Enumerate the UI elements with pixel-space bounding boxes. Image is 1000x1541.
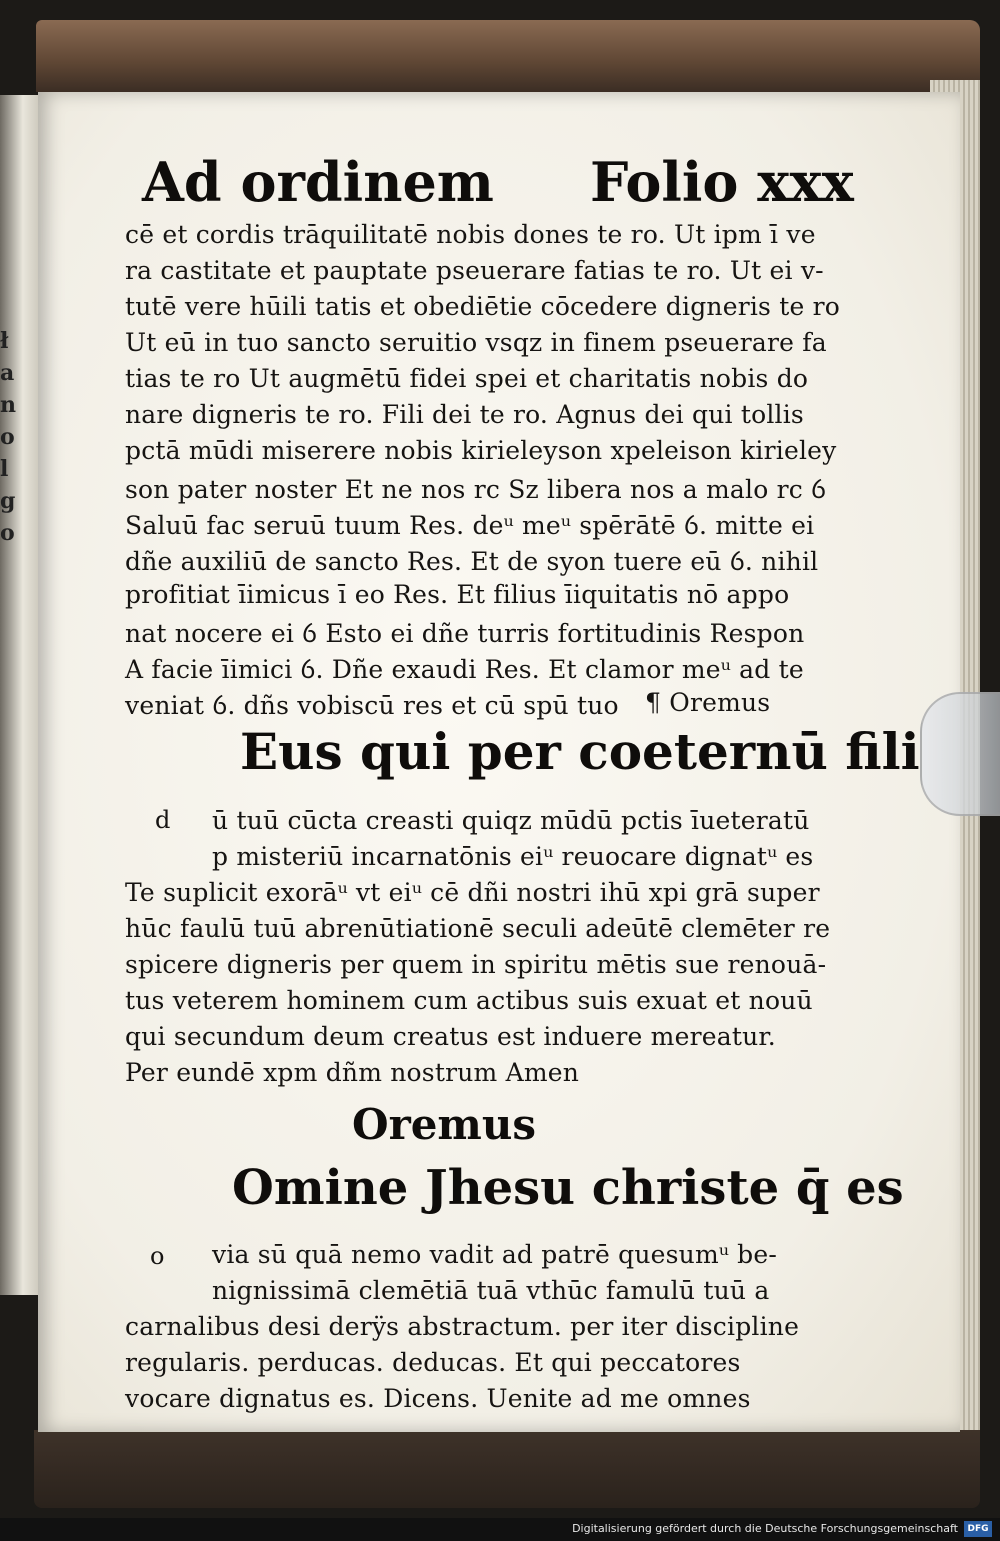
running-head: Ad ordinem: [142, 150, 494, 214]
text-line: veniat ỽ. dñs vobiscū res et cū spū tuo: [125, 691, 619, 720]
previous-page-letters: ł a n o l g o: [0, 328, 16, 546]
text-line: vocare dignatus es. Dicens. Uenite ad me omnes: [125, 1384, 751, 1413]
text-line: tus veterem hominem cum actibus suis exuat et nouū: [125, 986, 813, 1015]
text-line: qui secundum deum creatus est induere mereatur.: [125, 1022, 776, 1051]
text-line: profitiat īimicus ī eo Res. Et filius īiquitatis nō appo: [125, 580, 790, 609]
text-line: son pater noster Et ne nos rc Sz libera nos a malo rc ỽ: [125, 475, 827, 504]
text-line: hūc faulū tuū abrenūtiationē seculi adeūtē clemēter re: [125, 914, 831, 943]
text-line: dñe auxiliū de sancto Res. Et de syon tuere eū ỽ. nihil: [125, 547, 819, 576]
text-line: tutē vere hūili tatis et obediētie cōcedere digneris te ro: [125, 292, 841, 321]
text-line: Saluū fac seruū tuum Res. deᵘ meᵘ spērātē ỽ. mitte ei: [125, 511, 815, 540]
text-line: ra castitate et pauptate pseuerare fatias te ro. Ut ei v-: [125, 256, 824, 285]
text-line: A facie īimici ỽ. Dñe exaudi Res. Et clamor meᵘ ad te: [125, 655, 804, 684]
folio-number: Folio xxx: [590, 150, 854, 214]
page-clip: [920, 692, 1000, 816]
text-line: tias te ro Ut augmētū fidei spei et charitatis nobis do: [125, 364, 809, 393]
prayer-title: Omine Jhesu christe q̄ es: [232, 1160, 904, 1216]
text-line: regularis. perducas. deducas. Et qui peccatores: [125, 1348, 741, 1377]
text-line: pctā mūdi miserere nobis kirieleyson xpeleison kirieley: [125, 436, 837, 465]
text-line: nat nocere ei ỽ Esto ei dñe turris fortitudinis Respon: [125, 619, 805, 648]
oremus-rubric: ¶ Oremus: [645, 688, 771, 717]
prayer-title: Eus qui per coeternū fili: [240, 722, 920, 781]
footer-bar: [0, 1518, 1000, 1541]
text-line: nare digneris te ro. Fili dei te ro. Agnus dei qui tollis: [125, 400, 804, 429]
text-line: Te suplicit exorāᵘ vt eiᵘ cē dñi nostri ihū xpi grā super: [125, 878, 820, 907]
book-binding-top: [36, 20, 980, 92]
text-line: Ut eū in tuo sancto seruitio vsqz in finem pseuerare fa: [125, 328, 827, 357]
text-line: nignissimā clemētiā tuā vthūc famulū tuū a: [212, 1276, 770, 1305]
text-line: p misteriū incarnatōnis eiᵘ reuocare dignatᵘ es: [212, 842, 814, 871]
dfg-logo-icon: DFG: [964, 1521, 992, 1537]
footer-credit: Digitalisierung gefördert durch die Deutsche Forschungsgemeinschaft: [572, 1522, 958, 1535]
text-line: carnalibus desi derÿs abstractum. per iter discipline: [125, 1312, 800, 1341]
oremus-heading: Oremus: [352, 1100, 537, 1149]
text-line: spicere digneris per quem in spiritu mētis sue renouā-: [125, 950, 827, 979]
book-binding-bottom: [34, 1430, 980, 1508]
text-line: ū tuū cūcta creasti quiqz mūdū pctis īueteratū: [212, 806, 810, 835]
guide-initial: o: [150, 1242, 165, 1270]
text-line: via sū quā nemo vadit ad patrē quesumᵘ be-: [212, 1240, 778, 1269]
previous-page-edge: [0, 95, 38, 1295]
text-line: Per eundē xpm dñm nostrum Amen: [125, 1058, 580, 1087]
guide-initial: d: [155, 806, 171, 834]
text-line: cē et cordis trāquilitatē nobis dones te ro. Ut ipm ī ve: [125, 220, 816, 249]
